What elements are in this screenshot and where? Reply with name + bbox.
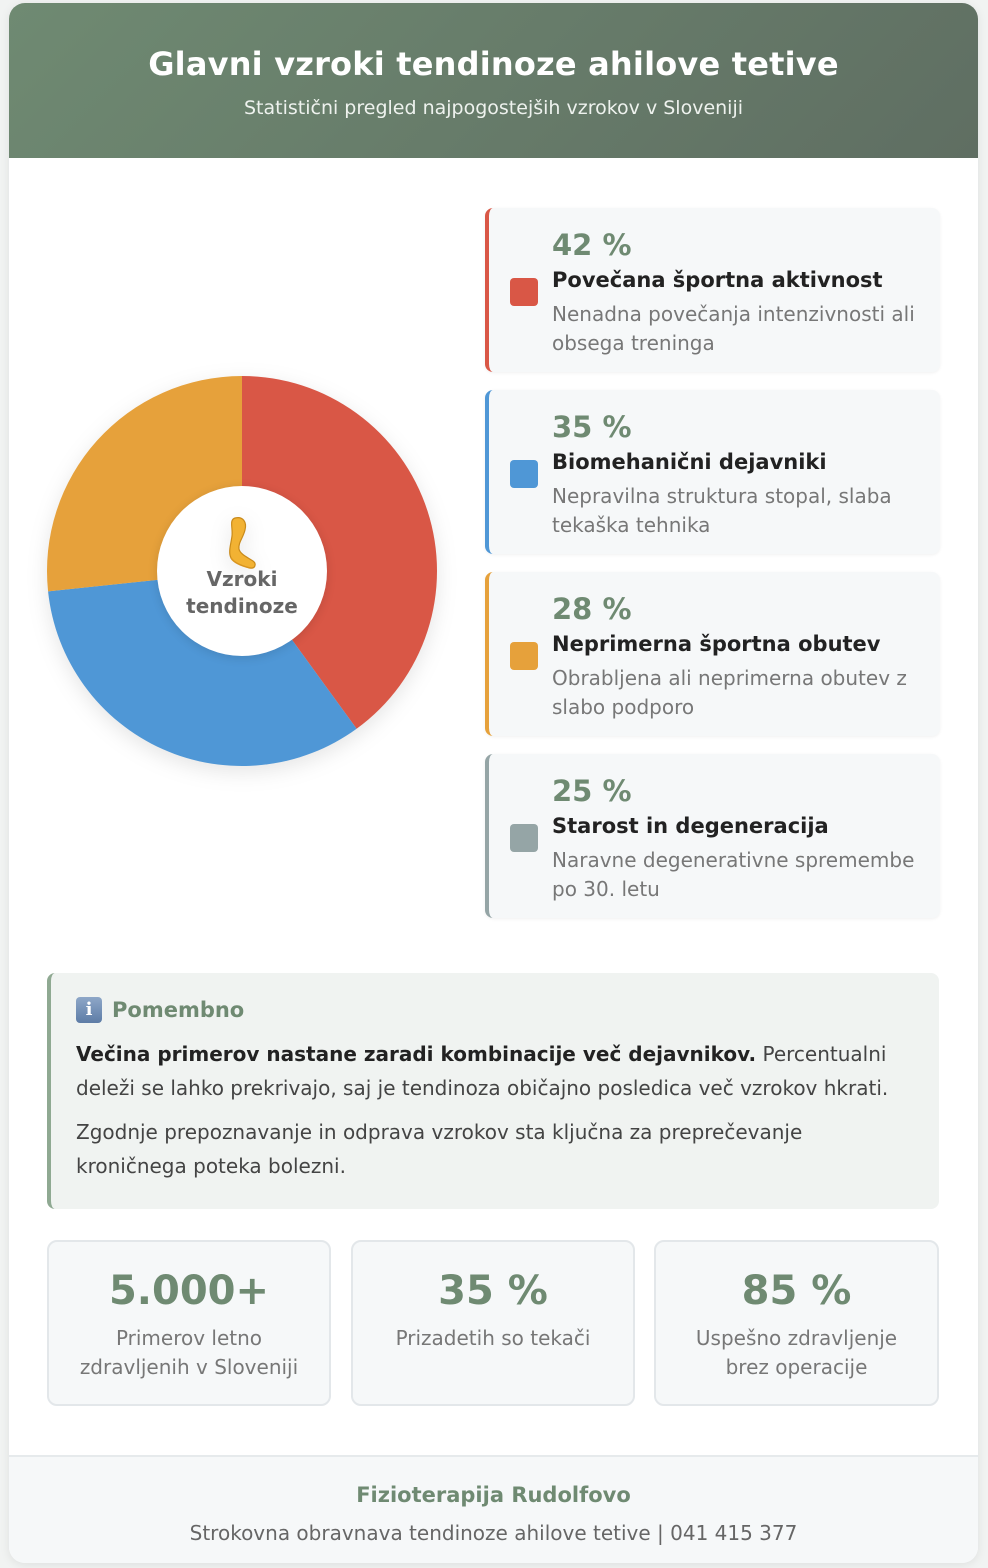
info-title: Pomembno [112, 998, 245, 1022]
cause-card [485, 208, 940, 372]
cause-title: Povečana športna aktivnost [552, 268, 883, 292]
stat-value: 85 % [741, 1268, 852, 1314]
cause-percent: 25 % [552, 774, 632, 808]
stat-value: 5.000+ [108, 1268, 270, 1314]
cause-color-swatch [510, 824, 538, 852]
info-paragraph-1 [76, 1037, 915, 1105]
info-emphasis: Večina primerov nastane zaradi kombinacije več dejavnikov. [76, 1042, 757, 1066]
header [9, 3, 978, 158]
cause-color-swatch [510, 278, 538, 306]
center-label-line2: tendinoze [186, 594, 298, 618]
info-icon: i [76, 997, 102, 1023]
info-paragraph-1-text: Percentualni deleži se lahko prekrivajo, saj je tendinoza običajno posledica več vzrokov hkrati. [76, 1042, 889, 1100]
stat-card [654, 1240, 939, 1406]
stat-label: Prizadetih so tekači [395, 1326, 591, 1350]
info-paragraph-2: Zgodnje prepoznavanje in odprava vzrokov sta ključna za preprečevanje kroničnega poteka bolezni. [76, 1120, 803, 1178]
stat-card [47, 1240, 331, 1406]
chart-center [157, 486, 327, 656]
center-label-line1: Vzroki [206, 567, 278, 591]
footer-contact: Strokovna obravnava tendinoze ahilove tetive | 041 415 377 [189, 1521, 798, 1545]
cause-description: Nenadna povečanja intenzivnosti ali obsega treninga [552, 302, 915, 355]
cause-color-swatch [510, 642, 538, 670]
cause-percent: 28 % [552, 592, 632, 626]
stat-card [351, 1240, 635, 1406]
stat-label: Primerov letno zdravljenih v Sloveniji [79, 1326, 299, 1379]
cause-card [485, 754, 940, 918]
page-title: Glavni vzroki tendinoze ahilove tetive [148, 45, 839, 83]
chart-center-label [157, 566, 327, 620]
causes-pie-chart [47, 376, 437, 766]
cause-description: Naravne degenerativne spremembe po 30. letu [552, 848, 915, 901]
cause-title: Biomehanični dejavniki [552, 450, 827, 474]
cause-description: Obrabljena ali neprimerna obutev z slabo podporo [552, 666, 907, 719]
info-heading [76, 997, 915, 1023]
cause-percent: 35 % [552, 410, 632, 444]
causes-legend [485, 208, 940, 936]
footer-brand: Fizioterapija Rudolfovo [356, 1483, 631, 1507]
infographic-card [9, 3, 978, 1563]
page-subtitle: Statistični pregled najpogostejših vzrokov v Sloveniji [243, 97, 744, 119]
footer [9, 1455, 978, 1563]
cause-card [485, 390, 940, 554]
leg-icon [225, 516, 259, 572]
cause-color-swatch [510, 460, 538, 488]
cause-percent: 42 % [552, 228, 632, 262]
cause-card [485, 572, 940, 736]
cause-title: Neprimerna športna obutev [552, 632, 881, 656]
info-box [47, 973, 939, 1209]
cause-description: Nepravilna struktura stopal, slaba tekaška tehnika [552, 484, 892, 537]
cause-title: Starost in degeneracija [552, 814, 829, 838]
stat-value: 35 % [438, 1268, 548, 1314]
stat-label: Uspešno zdravljenje brez operacije [695, 1326, 898, 1379]
stats-row [47, 1240, 939, 1406]
